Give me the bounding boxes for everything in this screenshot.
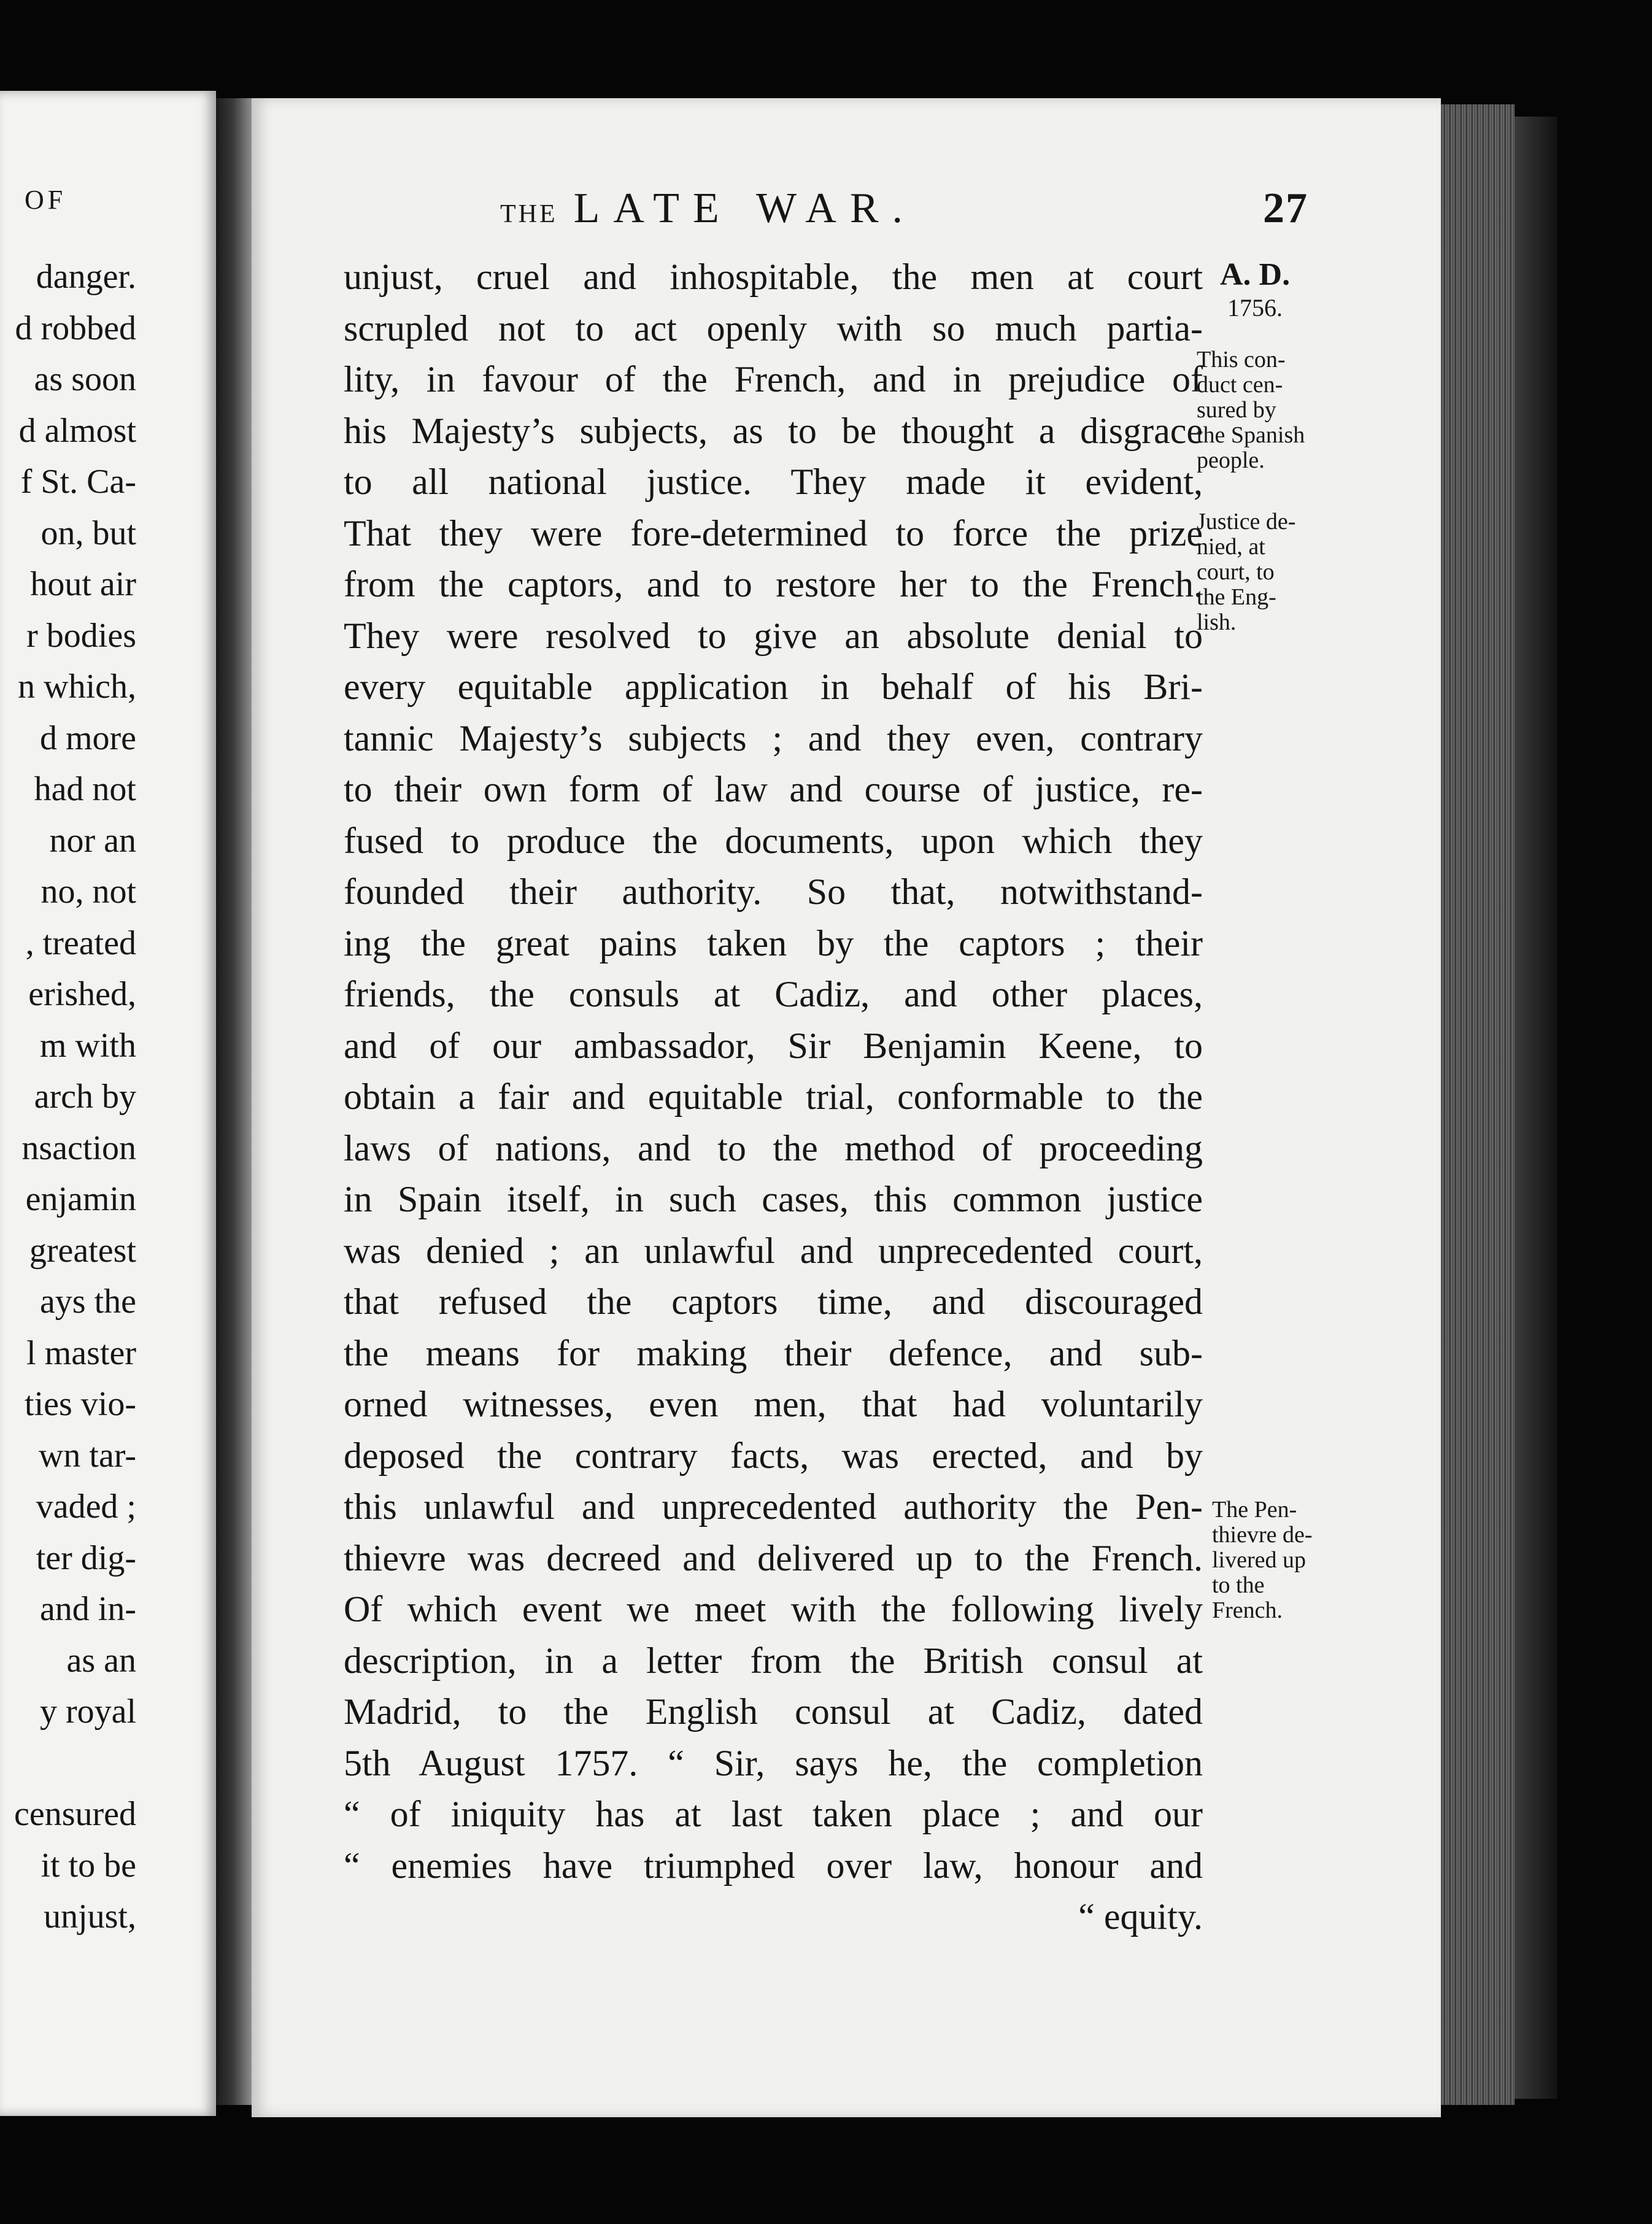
text-line: the means for making their defence, and sub- [344,1332,1203,1373]
text-line: “ enemies have triumphed over law, honour and [344,1845,1203,1886]
left-line: it to be [41,1846,136,1885]
margin-line: nied, at [1197,534,1265,560]
left-line: arch by [34,1078,136,1116]
left-line: d almost [18,411,136,450]
left-line: l master [26,1334,136,1372]
left-line: no, not [41,873,136,911]
left-line: f St. Ca- [20,463,136,501]
left-line: and in- [39,1590,136,1628]
text-line: That they were fore-determined to force the prize [344,512,1203,554]
left-line: , treated [25,924,136,962]
text-line-catchword: “ equity. [1078,1896,1203,1937]
text-line: to all national justice. They made it evident, [344,461,1203,502]
margin-line: court, to [1197,559,1275,585]
text-line: was denied ; an unlawful and unprecedented court, [344,1230,1203,1271]
book-cover-edge [1515,117,1557,2099]
left-line: danger. [36,258,136,296]
page-number: 27 [1263,185,1308,232]
left-line: m with [39,1026,136,1065]
text-line: They were resolved to give an absolute denial to [344,615,1203,656]
left-line: y royal [39,1693,136,1731]
left-line: r bodies [26,616,136,655]
left-line: as an [66,1641,136,1680]
text-line: his Majesty’s subjects, as to be thought a disgrace [344,410,1203,451]
margin-date [1220,257,1290,326]
left-line: nsaction [21,1129,136,1167]
margin-line: the Spanish [1197,422,1305,448]
text-line: deposed the contrary facts, was erected, and by [344,1435,1203,1476]
left-line: censured [14,1795,136,1833]
margin-note-penthievre [1212,1497,1313,1623]
text-line: unjust, cruel and inhospitable, the men at court [344,257,1203,297]
left-line: nor an [49,821,136,860]
margin-line: thievre de- [1212,1522,1313,1548]
margin-line: the Eng- [1197,584,1276,610]
left-line: unjust, [44,1898,136,1936]
text-line: ing the great pains taken by the captors ; their [344,922,1203,963]
running-head-title [500,184,916,233]
text-line: to their own form of law and course of justice, re- [344,769,1203,809]
left-line: vaded ; [36,1488,136,1526]
left-page-text [0,252,136,1943]
left-line: wn tar- [38,1436,136,1475]
text-line: 5th August 1757. “ Sir, says he, the completion [344,1742,1203,1783]
left-line: n which, [18,668,136,706]
text-line: founded their authority. So that, notwithstand- [344,871,1203,912]
text-line: from the captors, and to restore her to the French. [344,564,1203,604]
margin-line: people. [1197,447,1265,473]
text-line: lity, in favour of the French, and in prejudice of [344,359,1203,400]
margin-ad: A. D. [1220,257,1291,292]
margin-line: The Pen- [1212,1497,1297,1523]
text-line: in Spain itself, in such cases, this common justice [344,1179,1203,1219]
running-head-big: LATE WAR. [573,185,917,232]
left-line: ties vio- [25,1385,136,1423]
margin-line: sured by [1197,397,1276,423]
left-line: ter dig- [36,1539,136,1577]
left-line: erished, [28,975,136,1013]
text-line: that refused the captors time, and discouraged [344,1281,1203,1322]
text-line: “ of iniquity has at last taken place ; and our [344,1794,1203,1834]
left-line: d more [39,719,136,757]
left-line: d robbed [15,309,136,347]
left-line: hout air [30,565,136,603]
text-line: orned witnesses, even men, that had voluntarily [344,1384,1203,1424]
left-line: had not [34,770,136,808]
margin-note-justice [1197,509,1295,635]
text-line: thievre was decreed and delivered up to the French. [344,1537,1203,1578]
text-line: friends, the consuls at Cadiz, and other places, [344,974,1203,1014]
left-running-head: OF [25,185,67,215]
margin-year: 1756. [1227,294,1283,322]
left-line: enjamin [25,1180,136,1218]
text-line: laws of nations, and to the method of proceeding [344,1127,1203,1168]
text-line: this unlawful and unprecedented authority the Pen- [344,1486,1203,1527]
margin-line: livered up [1212,1547,1307,1573]
left-line [0,1738,136,1790]
page-edges [1441,104,1515,2105]
text-line: every equitable application in behalf of his Bri- [344,666,1203,707]
text-line: and of our ambassador, Sir Benjamin Keene, to [344,1025,1203,1066]
margin-line: lish. [1197,609,1237,635]
text-line: fused to produce the documents, upon which they [344,820,1203,861]
left-line: ays the [39,1283,136,1321]
left-line: as soon [34,360,136,398]
margin-line: This con- [1197,347,1286,373]
running-head-small: THE [500,200,558,228]
text-line: obtain a fair and equitable trial, conformable to the [344,1076,1203,1117]
margin-note-conduct [1197,347,1305,473]
left-line: on, but [41,514,136,552]
text-line: tannic Majesty’s subjects ; and they even, contrary [344,717,1203,759]
text-line: scrupled not to act openly with so much partia- [344,307,1203,349]
main-text-block [344,252,1203,1943]
text-line: Of which event we meet with the following lively [344,1589,1203,1629]
margin-line: French. [1212,1597,1283,1623]
text-line: description, in a letter from the British consul at [344,1640,1203,1681]
margin-line: to the [1212,1572,1265,1598]
left-line: greatest [29,1231,136,1270]
margin-line: Justice de- [1197,509,1296,535]
margin-line: duct cen- [1197,372,1283,398]
text-line: Madrid, to the English consul at Cadiz, dated [344,1691,1203,1732]
